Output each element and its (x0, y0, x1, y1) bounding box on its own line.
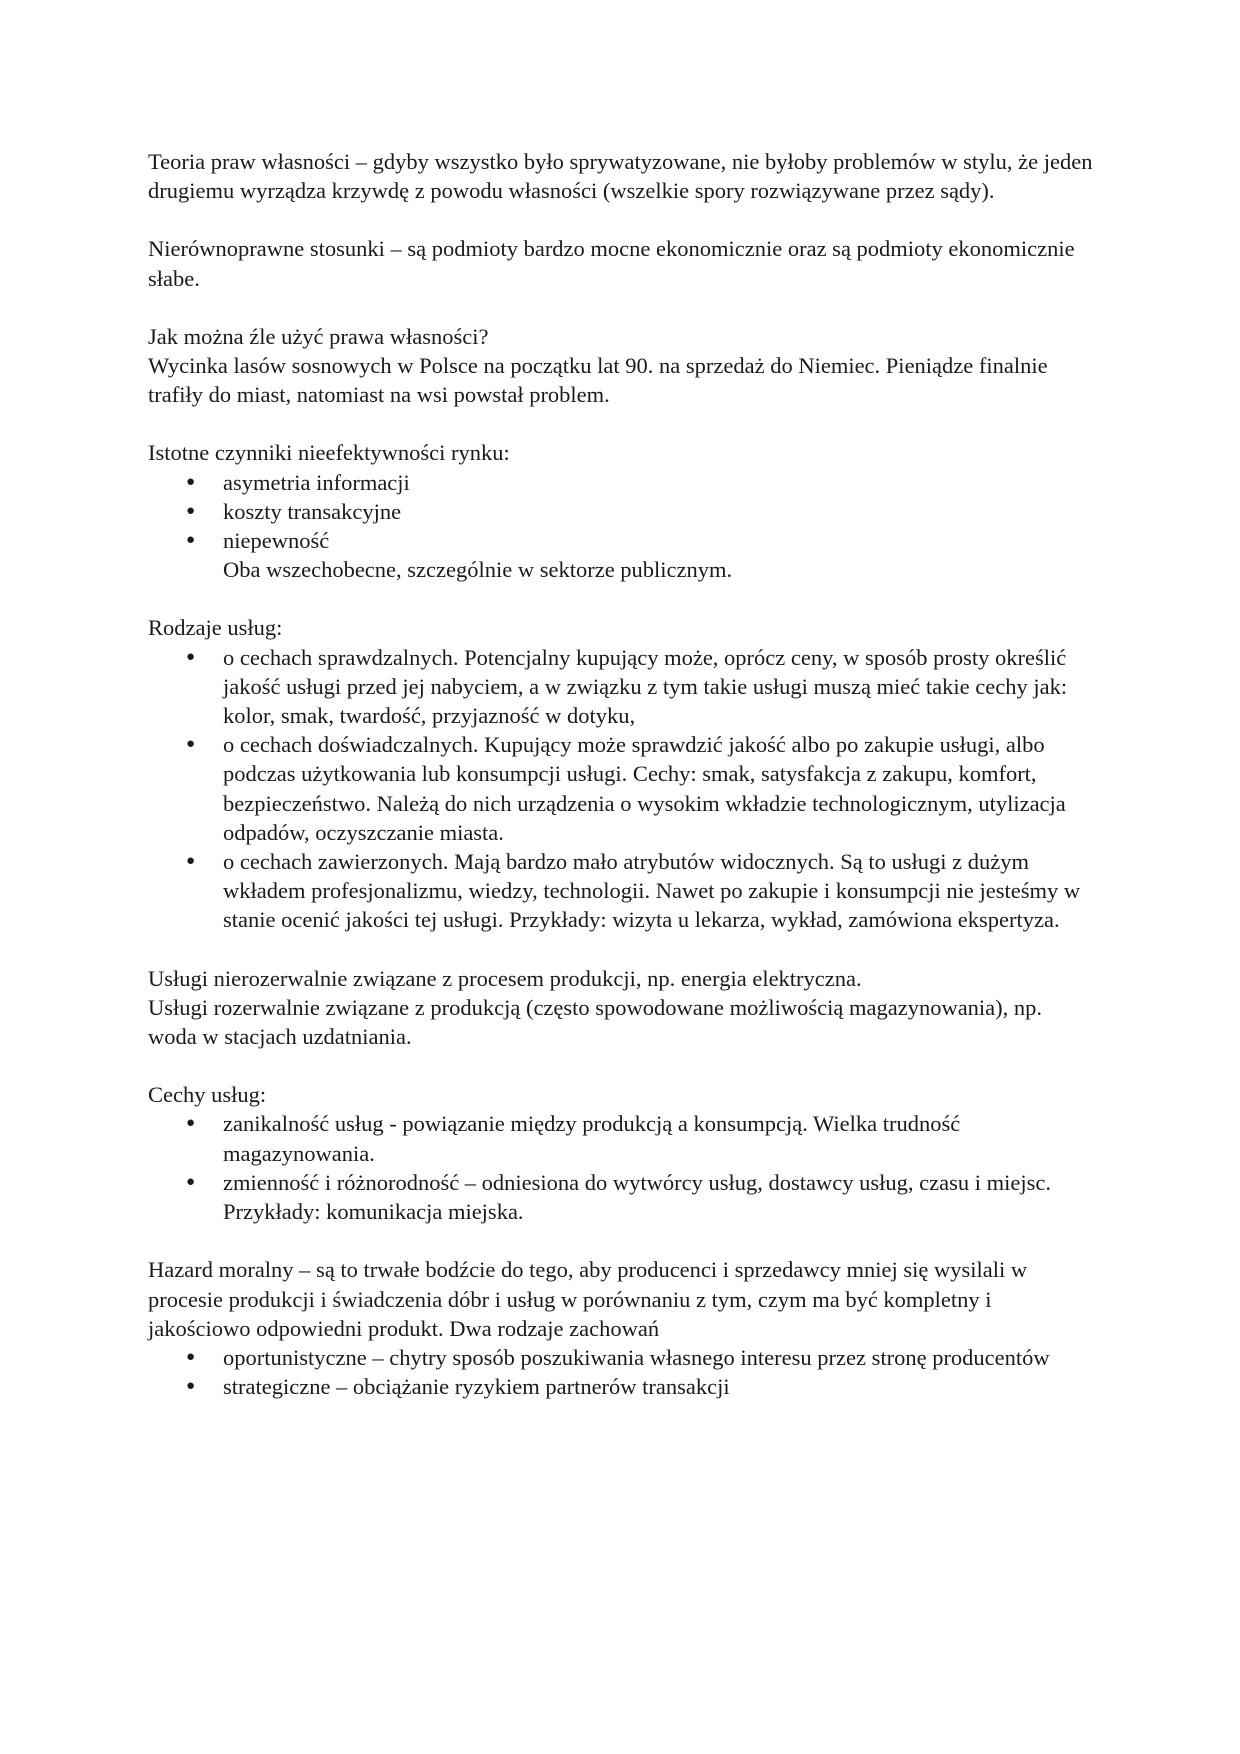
heading-market-inefficiency-factors: Istotne czynniki nieefektywności rynku: (148, 440, 510, 466)
paragraph-separable-services: Usługi rozerwalnie związane z produkcją (często spowodowane możliwością magazynowania), np. woda w stacjach uzdatniania. (148, 994, 1043, 1050)
list-item: ● koszty transakcyjne (148, 497, 1093, 526)
paragraph-gap (148, 935, 1093, 964)
list-item: ● zmienność i różnorodność – odniesiona do wytwórcy usług, dostawcy usług, czasu i miejsc. Przykłady: komunikacja miejska. (148, 1168, 1093, 1226)
list-item: ● strategiczne – obciążanie ryzykiem partnerów transakcji (148, 1372, 1093, 1401)
list-item: ● oportunistyczne – chytry sposób poszukiwania własnego interesu przez stronę producentów (148, 1343, 1093, 1372)
list-item: ● niepewność (148, 526, 1093, 555)
paragraph-unequal-relations: Nierównoprawne stosunki – są podmioty bardzo mocne ekonomicznie oraz są podmioty ekonomicznie słabe. (148, 236, 1075, 291)
paragraph-property-rights-theory: Teoria praw własności – gdyby wszystko było sprywatyzowane, nie byłoby problemów w stylu, że jeden drugiemu wyrządza krzywdę z powodu własności (wszelkie spory rozwiązywane przez sądy). (148, 149, 1093, 204)
heading-service-types: Rodzaje usług: (148, 615, 283, 641)
list-item: ● o cechach doświadczalnych. Kupujący może sprawdzić jakość albo po zakupie usługi, albo podczas użytkowania lub konsumpcji usługi. Cechy: smak, satysfakcja z zakupu, komfort, bezpieczeństwo. Należą do nich urządzenia o wysokim wkładzie technologicznym, utylizacja odpadów, oczyszczanie miasta. (148, 730, 1093, 847)
list-item: ● o cechach sprawdzalnych. Potencjalny kupujący może, oprócz ceny, w sposób prosty określić jakość usługi przed jej nabyciem, a w związku z tym takie usługi muszą mieć takie cechy jak: kolor, smak, twardość, przyjazność w dotyku, (148, 643, 1093, 731)
paragraph-gap (148, 205, 1093, 234)
list-market-inefficiency-factors (148, 468, 1093, 556)
paragraph-gap (148, 409, 1093, 438)
document-body (148, 147, 1093, 1401)
paragraph-gap (148, 584, 1093, 613)
list-service-features (148, 1109, 1093, 1226)
paragraph-gap (148, 1051, 1093, 1080)
paragraph-gap (148, 1226, 1093, 1255)
list-item: ● zanikalność usług - powiązanie między produkcją a konsumpcją. Wielka trudność magazynowania. (148, 1109, 1093, 1167)
list-service-types (148, 643, 1093, 935)
list-item: ● o cechach zawierzonych. Mają bardzo mało atrybutów widocznych. Są to usługi z dużym wkładem profesjonalizmu, wiedzy, technologii. Nawet po zakupie i konsumpcji nie jesteśmy w stanie ocenić jakości tej usługi. Przykłady: wizyta u lekarza, wykład, zamówiona ekspertyza. (148, 847, 1093, 935)
list-behavior-types (148, 1343, 1093, 1401)
list-item: ● asymetria informacji (148, 468, 1093, 497)
question-misuse-property-rights: Jak można źle użyć prawa własności? (148, 323, 489, 349)
paragraph-inseparable-services: Usługi nierozerwalnie związane z procesem produkcji, np. energia elektryczna. (148, 965, 862, 991)
paragraph-moral-hazard: Hazard moralny – są to trwałe bodźcie do tego, aby producenci i sprzedawcy mniej się wysilali w procesie produkcji i świadczenia dóbr i usług w porównaniu z tym, czym ma być kompletny i jakościowo odpowiedni produkt. Dwa rodzaje zachowań (148, 1257, 1028, 1341)
heading-service-features: Cechy usług: (148, 1082, 267, 1108)
note-ubiquitous: Oba wszechobecne, szczególnie w sektorze publicznym. (223, 557, 733, 583)
paragraph-gap (148, 293, 1093, 322)
paragraph-forest-logging-example: Wycinka lasów sosnowych w Polsce na początku lat 90. na sprzedaż do Niemiec. Pieniądze finalnie trafiły do miast, natomiast na wsi powstał problem. (148, 353, 1048, 408)
